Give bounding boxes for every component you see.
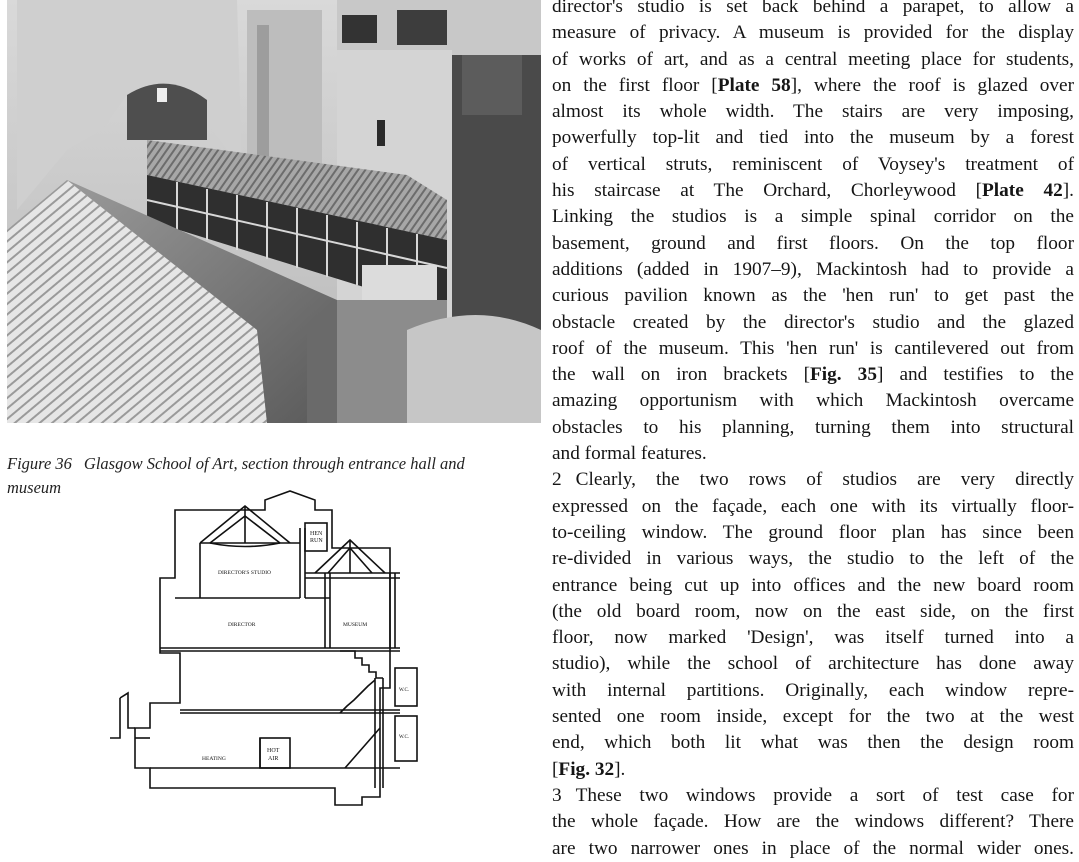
- label-heating: HEATING: [202, 756, 226, 762]
- text-line: amazing opportunism with which Mackintosh overcame: [552, 390, 1074, 412]
- text-line: and formal features.: [552, 443, 707, 465]
- figure-caption-line-1: Glasgow School of Art, section through entrance hall and: [83, 454, 465, 473]
- text-line: re-divided in various ways, the studio to the left of the: [552, 548, 1074, 570]
- text-line: obstacle created by the director's studio and the glazed: [552, 311, 1074, 333]
- text-line: roof of the museum. This 'hen run' is cantilevered out from: [552, 337, 1074, 359]
- text-line: of works of art, and as a central meeting place for students,: [552, 48, 1074, 70]
- text-line: almost its whole width. The stairs are very imposing,: [552, 101, 1074, 123]
- text-line: curious pavilion known as the 'hen run' to get past the: [552, 285, 1074, 307]
- text-line: expressed on the façade, each one with its virtually floor-: [552, 495, 1074, 517]
- text-line: with internal partitions. Originally, each window repre-: [552, 679, 1074, 701]
- hen-run-photograph: [7, 0, 541, 423]
- text-line: director's studio is set back behind a parapet, to allow a: [552, 0, 1074, 17]
- text-line: end, which both lit what was then the design room: [552, 732, 1074, 754]
- fig-35-reference: Fig. 35: [810, 364, 877, 386]
- text-fragment: on the first floor [: [552, 74, 718, 96]
- text-fragment: ].: [614, 758, 626, 780]
- section-drawing: [100, 488, 540, 861]
- body-text-column: [552, 0, 1074, 862]
- text-line: of vertical struts, reminiscent of Voysey's treatment of: [552, 153, 1074, 175]
- text-line: [552, 467, 1074, 493]
- plate-42-reference: Plate 42: [982, 180, 1063, 202]
- figure-caption-line-2: museum: [7, 478, 62, 497]
- text-fragment: Clearly, the two rows of studios are very directly: [575, 469, 1074, 491]
- text-fragment: the wall on iron brackets [: [552, 364, 811, 386]
- text-line: are two narrower ones in place of the normal wider ones.: [552, 837, 1074, 859]
- label-run: RUN: [310, 538, 323, 544]
- figure-number: Figure 36: [7, 454, 72, 473]
- text-line: [552, 757, 1074, 783]
- text-line: to-ceiling window. The ground floor plan has since been: [552, 521, 1074, 543]
- text-line: Linking the studios is a simple spinal corridor on the: [552, 206, 1074, 228]
- label-directors-studio: DIRECTOR'S STUDIO: [218, 570, 271, 576]
- text-line: [552, 73, 1074, 99]
- text-line: studio), while the school of architecture has done away: [552, 653, 1074, 675]
- text-line: basement, ground and first floors. On the top floor: [552, 232, 1074, 254]
- paragraph-number: 3: [552, 784, 562, 806]
- text-line: [552, 178, 1074, 204]
- text-line: [552, 362, 1074, 388]
- label-wc-upper: W.C.: [399, 688, 410, 693]
- text-fragment: ].: [1062, 180, 1074, 202]
- text-line: obstacles to his planning, turning them into structural: [552, 416, 1074, 438]
- text-line: the whole façade. How are the windows different? There: [552, 811, 1074, 833]
- text-fragment: his staircase at The Orchard, Chorleywood [: [552, 180, 982, 202]
- label-hen: HEN: [310, 531, 323, 537]
- plate-58-reference: Plate 58: [717, 74, 791, 96]
- fig-32-reference: Fig. 32: [558, 758, 615, 780]
- text-fragment: ], where the roof is glazed over: [790, 74, 1074, 96]
- text-line: additions (added in 1907–9), Mackintosh had to provide a: [552, 258, 1074, 280]
- text-line: powerfully top-lit and tied into the museum by a forest: [552, 127, 1074, 149]
- text-fragment: [: [552, 758, 559, 780]
- label-wc-lower: W.C.: [399, 735, 410, 740]
- label-museum: MUSEUM: [343, 622, 368, 628]
- text-line: entrance being cut up into offices and the new board room: [552, 574, 1074, 596]
- text-line: (the old board room, now on the east side, on the first: [552, 600, 1074, 622]
- label-hot: HOT: [267, 748, 280, 754]
- text-line: [552, 783, 1074, 809]
- text-line: floor, now marked 'Design', was itself turned into a: [552, 627, 1074, 649]
- label-air: AIR: [268, 756, 279, 762]
- paragraph-number: 2: [552, 469, 562, 491]
- text-line: sented one room inside, except for the two at the west: [552, 706, 1074, 728]
- text-fragment: These two windows provide a sort of test case for: [575, 784, 1074, 806]
- text-line: measure of privacy. A museum is provided for the display: [552, 22, 1074, 44]
- text-fragment: ] and testifies to the: [876, 364, 1074, 386]
- label-director: DIRECTOR: [228, 622, 256, 628]
